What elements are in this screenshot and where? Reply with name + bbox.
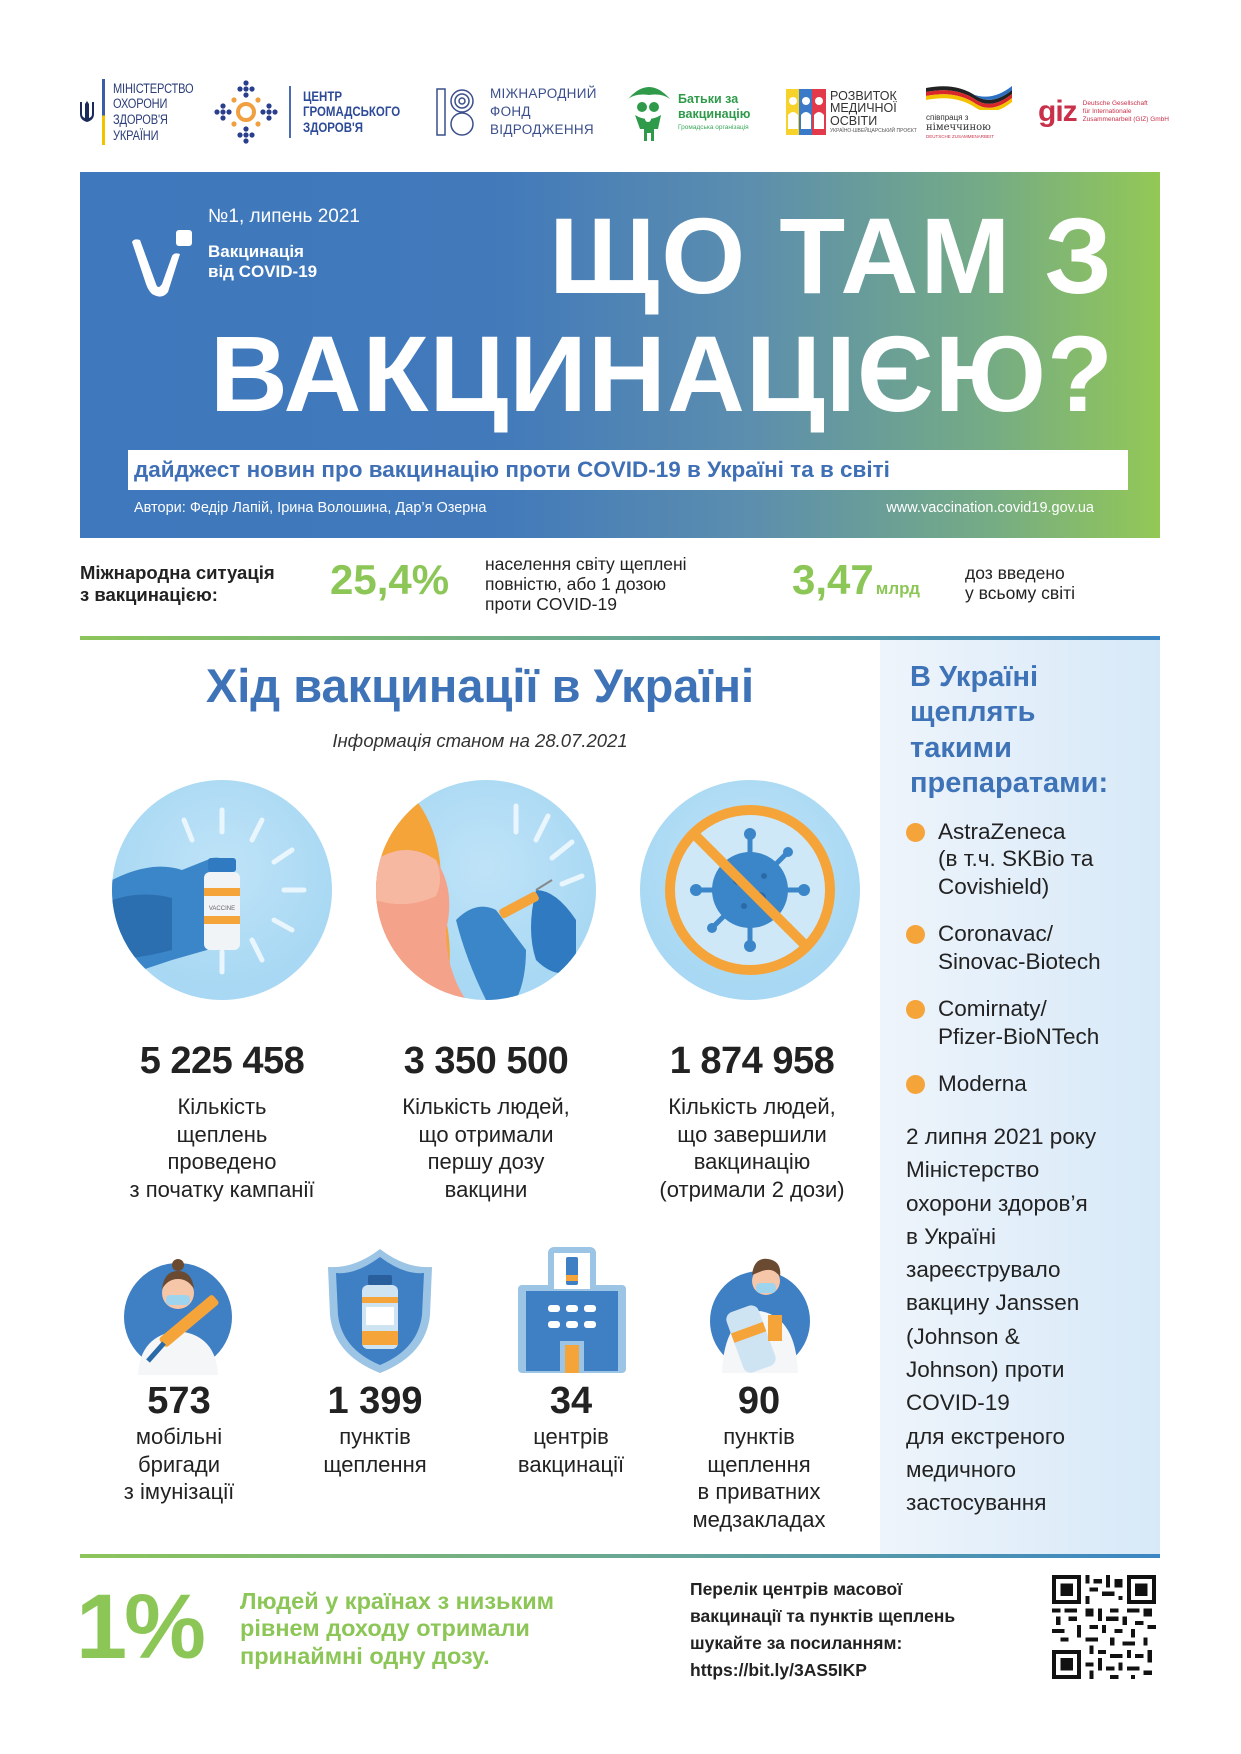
desc-line: щеплення — [323, 1451, 427, 1477]
vaccine-line: AstraZeneca — [938, 819, 1066, 844]
desc-line: мобільні — [135, 1424, 223, 1449]
qr-code-icon[interactable] — [1052, 1575, 1156, 1679]
umbrella-family-icon — [626, 81, 672, 143]
desc-line: вакцинації — [517, 1451, 625, 1477]
centers-link[interactable]: https://bit.ly/3AS5IKP — [690, 1660, 867, 1681]
stat-vaccination-centers — [476, 1380, 666, 1478]
logo-text: für Internationale — [1082, 107, 1132, 115]
vaccine-item-comirnaty — [906, 995, 1101, 1050]
doses-number: 3,47 — [792, 556, 874, 603]
stat-desc — [622, 1093, 882, 1204]
vaccine-item-coronavac — [906, 920, 1101, 975]
stat-value: 1 874 958 — [669, 1040, 835, 1082]
vaccine-item-moderna — [906, 1070, 1101, 1097]
centers-list-info — [690, 1576, 955, 1685]
logo-medical-education — [786, 72, 917, 152]
desc-line: з початку кампанії — [129, 1177, 315, 1203]
vaccination-v-logo-icon — [128, 230, 198, 300]
bullet-icon — [906, 1000, 925, 1019]
virus-blocked-illustration — [640, 780, 860, 1000]
logo-subtext: Громадська організація — [678, 124, 749, 132]
logo-text: ФОНД — [490, 103, 531, 119]
stat-value: 1 399 — [327, 1380, 423, 1422]
logo-text: Deutsche Gesellschaft — [1082, 99, 1148, 107]
logo-text: Zusammenarbeit (GIZ) GmbH — [1082, 116, 1169, 124]
desc-line: населення світу щеплені — [485, 554, 687, 574]
logo-text: ГРОМАДСЬКОГО — [303, 104, 401, 120]
logo-public-health-center — [213, 72, 417, 152]
bullet-icon — [906, 1075, 925, 1094]
international-label — [80, 562, 275, 606]
info-line: Перелік центрів масової — [690, 1579, 903, 1599]
divider — [102, 79, 105, 145]
desc-line: пунктів — [339, 1424, 411, 1449]
desc-line: пунктів — [723, 1424, 795, 1449]
logo-subtext: УКРАЇНО-ШВЕЙЦАРСЬКИЙ ПРОЄКТ — [830, 128, 917, 135]
desc-line: що завершили — [677, 1121, 827, 1147]
desc-line: медзакладах — [692, 1507, 826, 1533]
desc-line: принаймні одну дозу. — [240, 1642, 490, 1669]
website-link[interactable]: www.vaccination.covid19.gov.ua — [886, 500, 1094, 516]
vaccination-center-building-icon — [512, 1245, 632, 1375]
logo-text: співпраця з — [926, 112, 969, 122]
note-line: зареєструвало — [906, 1257, 1061, 1283]
world-doses-value — [792, 556, 920, 604]
desc-line: Кількість — [177, 1094, 267, 1119]
low-income-desc — [240, 1588, 554, 1670]
shield-vaccine-icon — [320, 1245, 440, 1375]
logo-text: вакцинацію — [678, 107, 751, 122]
hero-banner — [80, 172, 1160, 538]
low-income-percent: 1% — [76, 1576, 203, 1678]
stat-mobile-teams — [84, 1380, 274, 1506]
stat-desc — [92, 1093, 352, 1204]
note-line: 2 липня 2021 року — [906, 1124, 1097, 1149]
title-line: препаратами: — [910, 767, 1109, 800]
section-divider — [80, 1554, 1160, 1558]
issue-number: №1, липень 2021 — [208, 206, 360, 227]
note-line: (Johnson & — [906, 1323, 1020, 1349]
logo-text: РОЗВИТОК — [830, 88, 897, 103]
logo-text: ОХОРОНИ — [113, 96, 168, 112]
desc-line: з імунізації — [123, 1479, 235, 1505]
world-vaccinated-percent: 25,4% — [330, 556, 450, 603]
logo-german-cooperation — [926, 72, 1014, 152]
desc-line: в приватних — [697, 1479, 821, 1505]
note-line: Johnson) проти — [906, 1357, 1065, 1383]
desc-line: повністю, або 1 дозою — [485, 574, 667, 595]
info-line: шукайте за посиланням: — [690, 1633, 903, 1654]
desc-line: що отримали — [418, 1121, 554, 1147]
label-line: Вакцинація — [208, 242, 304, 261]
logo-subtext: DEUTSCHE ZUSAMMENARBEIT — [926, 134, 995, 140]
logo-text: Батьки за — [678, 92, 739, 107]
logo-text: МЕДИЧНОЇ — [830, 101, 897, 116]
title-line: щеплять — [910, 696, 1036, 729]
stat-fully-vaccinated — [622, 1040, 882, 1204]
vaccine-line: (в т.ч. SKBio та — [938, 846, 1094, 872]
stat-value: 573 — [147, 1380, 211, 1422]
desc-line: Людей у країнах з низьким — [240, 1588, 555, 1614]
note-line: COVID-19 — [906, 1390, 1010, 1416]
desc-line: у всьому світі — [965, 583, 1075, 604]
info-line: вакцинації та пунктів щеплень — [690, 1606, 956, 1627]
bullet-icon — [906, 823, 925, 842]
logo-parents-for-vaccination — [626, 72, 750, 152]
doses-unit: млрд — [875, 579, 920, 598]
logo-text: ВІДРОДЖЕННЯ — [490, 122, 594, 138]
stat-value: 5 225 458 — [139, 1040, 305, 1082]
stat-desc — [280, 1423, 470, 1478]
logo-text: ЗДОРОВ'Я — [303, 119, 363, 135]
flag-ribbon-icon — [926, 84, 1014, 110]
desc-line: щеплення — [707, 1451, 811, 1477]
desc-line: щеплень — [176, 1121, 268, 1147]
bullet-icon — [906, 925, 925, 944]
stat-value: 90 — [737, 1380, 781, 1422]
stat-desc — [664, 1423, 854, 1534]
title-line: ЩО ТАМ З — [549, 195, 1114, 316]
injection-illustration — [376, 780, 596, 1000]
ukraine-section-title: Хід вакцинації в Україні — [205, 659, 755, 712]
desc-line: проведено — [167, 1149, 277, 1175]
no-virus-icon — [640, 780, 860, 1000]
stat-private-clinic-points — [664, 1380, 854, 1534]
vaccine-list — [906, 818, 1101, 1118]
authors: Автори: Федір Лапій, Ірина Волошина, Дар’я Озерна — [134, 500, 487, 516]
renaissance-emblem-icon — [436, 87, 476, 137]
stat-value: 3 350 500 — [403, 1040, 569, 1082]
note-line: застосування — [906, 1490, 1047, 1516]
vaccine-line: Coronavac/ — [938, 921, 1054, 947]
international-situation — [80, 548, 1160, 628]
logo-text: німеччиною — [926, 122, 991, 134]
digest-subtitle: дайджест новин про вакцинацію проти COVID-19 в Україні та в світі — [128, 450, 1128, 490]
syringe-arm-icon — [376, 780, 596, 1000]
title-line: В Україні — [910, 661, 1039, 693]
logo-text: МІНІСТЕРСТВО — [113, 80, 194, 96]
logo-text: ЦЕНТР — [303, 88, 342, 104]
desc-line: першу дозу — [427, 1149, 545, 1175]
vaccine-line: Covishield) — [938, 873, 1050, 899]
note-line: медичного — [906, 1456, 1017, 1482]
doctor-with-vial-icon — [700, 1245, 820, 1375]
stat-vaccination-points — [280, 1380, 470, 1478]
note-line: в Україні — [906, 1223, 997, 1249]
note-line: вакцину Janssen — [906, 1290, 1080, 1316]
vaccine-line: Comirnaty/ — [938, 996, 1047, 1022]
vial-in-hand-illustration — [112, 780, 332, 1000]
stat-desc — [84, 1423, 274, 1506]
label-line: з вакцинацією: — [80, 584, 218, 606]
logo-text: ОСВІТИ — [830, 113, 878, 128]
logo-text: УКРАЇНИ — [113, 127, 159, 143]
dots-emblem-icon — [213, 79, 279, 145]
desc-line: доз введено — [965, 563, 1065, 583]
title-line: ВАКЦИНАЦІЄЮ? — [209, 313, 1114, 434]
desc-line: вакцинацію — [693, 1149, 811, 1175]
world-vaccinated-desc — [485, 554, 687, 614]
title-line: такими — [910, 731, 1012, 764]
note-line: для екстреного — [906, 1423, 1066, 1449]
partner-logos — [78, 72, 1178, 152]
desc-line: проти COVID-19 — [485, 594, 617, 615]
logo-ministry-of-health — [78, 72, 211, 152]
note-line: охорони здоров’я — [906, 1190, 1088, 1216]
desc-line: Кількість людей, — [668, 1094, 836, 1119]
label-line: Міжнародна ситуація — [80, 562, 275, 583]
nurse-with-syringe-icon — [118, 1245, 238, 1375]
world-doses-desc — [965, 563, 1075, 603]
vaccine-line: Pfizer-BioNTech — [938, 1023, 1100, 1049]
stat-desc — [476, 1423, 666, 1478]
stat-first-dose — [356, 1040, 616, 1204]
label-line: від COVID-19 — [208, 261, 318, 281]
sidebar-title — [910, 660, 1108, 802]
logo-renaissance-foundation — [436, 72, 597, 152]
stat-total-vaccinations — [92, 1040, 352, 1204]
desc-line: рівнем доходу отримали — [240, 1615, 530, 1642]
janssen-registration-note — [906, 1120, 1156, 1520]
logo-text: ЗДОРОВ'Я — [113, 112, 168, 127]
stat-desc — [356, 1093, 616, 1204]
desc-line: центрів — [533, 1424, 609, 1449]
logo-giz — [1038, 72, 1169, 152]
giz-wordmark: giz — [1038, 95, 1077, 128]
as-of-date: Інформація станом на 28.07.2021 — [332, 730, 628, 751]
desc-line: (отримали 2 дози) — [659, 1177, 845, 1203]
vaccine-line: Moderna — [938, 1071, 1027, 1097]
vial-label: VACCINE — [208, 906, 236, 912]
desc-line: Кількість людей, — [402, 1094, 570, 1119]
vaccines-sidebar — [880, 640, 1160, 1554]
desc-line: бригади — [137, 1451, 221, 1477]
vial-hand-icon — [112, 780, 332, 1000]
page-title — [209, 195, 1114, 434]
vaccine-item-astrazeneca — [906, 818, 1101, 900]
note-line: Міністерство — [906, 1157, 1040, 1183]
stat-value: 34 — [549, 1380, 593, 1422]
desc-line: вакцини — [444, 1177, 528, 1203]
vaccine-line: Sinovac-Biotech — [938, 948, 1101, 974]
trident-icon — [78, 100, 96, 124]
divider — [289, 86, 291, 138]
logo-text: МІЖНАРОДНИЙ — [490, 85, 597, 101]
colorful-people-icon — [786, 89, 826, 135]
